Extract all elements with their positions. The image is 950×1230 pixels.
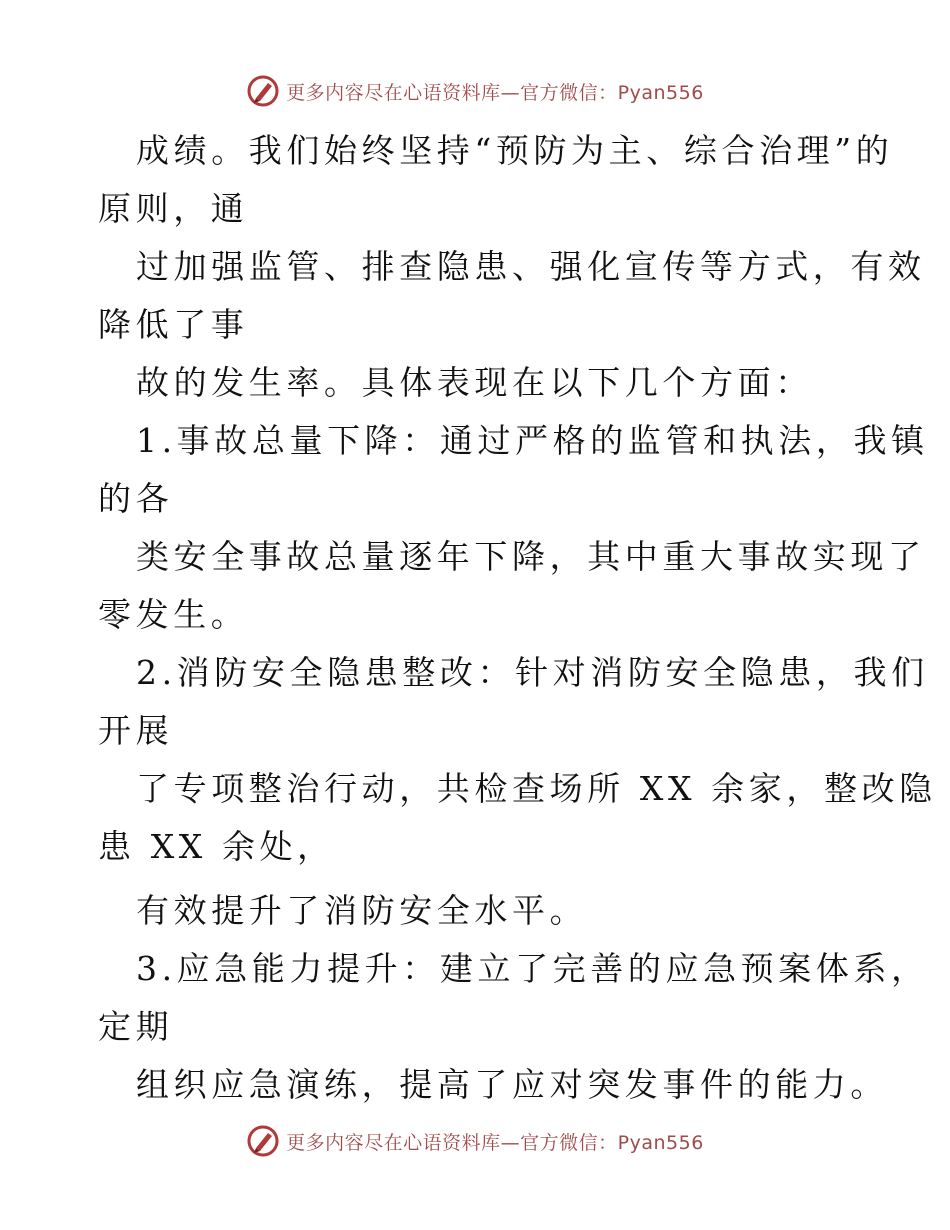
text-line: 定期 [98, 1007, 174, 1046]
text-line: 类安全事故总量逐年下降，其中重大事故实现了 [136, 537, 926, 576]
text-line: 组织应急演练，提高了应对突发事件的能力。 [136, 1065, 888, 1104]
text-line: 成绩。我们始终坚持“预防为主、综合治理”的 [136, 131, 894, 170]
text-line: 开展 [98, 711, 174, 750]
footer-watermark [0, 1121, 950, 1161]
watermark-text: 更多内容尽在心语资料库—官方微信：Pyan556 [286, 81, 704, 104]
text-line: 原则，通 [98, 189, 249, 228]
pen-logo-icon [246, 1124, 280, 1158]
text-line: 了专项整治行动，共检查场所 XX 余家，整改隐 [136, 769, 937, 808]
text-line: 1.事故总量下降：通过严格的监管和执法，我镇 [136, 421, 929, 460]
text-line: 3.应急能力提升：建立了完善的应急预案体系， [136, 949, 929, 988]
text-line: 2.消防安全隐患整改：针对消防安全隐患，我们 [136, 653, 929, 692]
text-line: 零发生。 [98, 595, 249, 634]
watermark-text: 更多内容尽在心语资料库—官方微信：Pyan556 [286, 1131, 704, 1154]
text-line: 有效提升了消防安全水平。 [136, 891, 588, 930]
text-line: 的各 [98, 479, 174, 518]
text-line: 过加强监管、排查隐患、强化宣传等方式，有效 [136, 247, 926, 286]
text-line: 降低了事 [98, 305, 249, 344]
text-line: 患 XX 余处， [98, 827, 335, 866]
pen-logo-icon [246, 74, 280, 108]
text-line: 故的发生率。具体表现在以下几个方面： [136, 363, 813, 402]
header-watermark [0, 71, 950, 111]
